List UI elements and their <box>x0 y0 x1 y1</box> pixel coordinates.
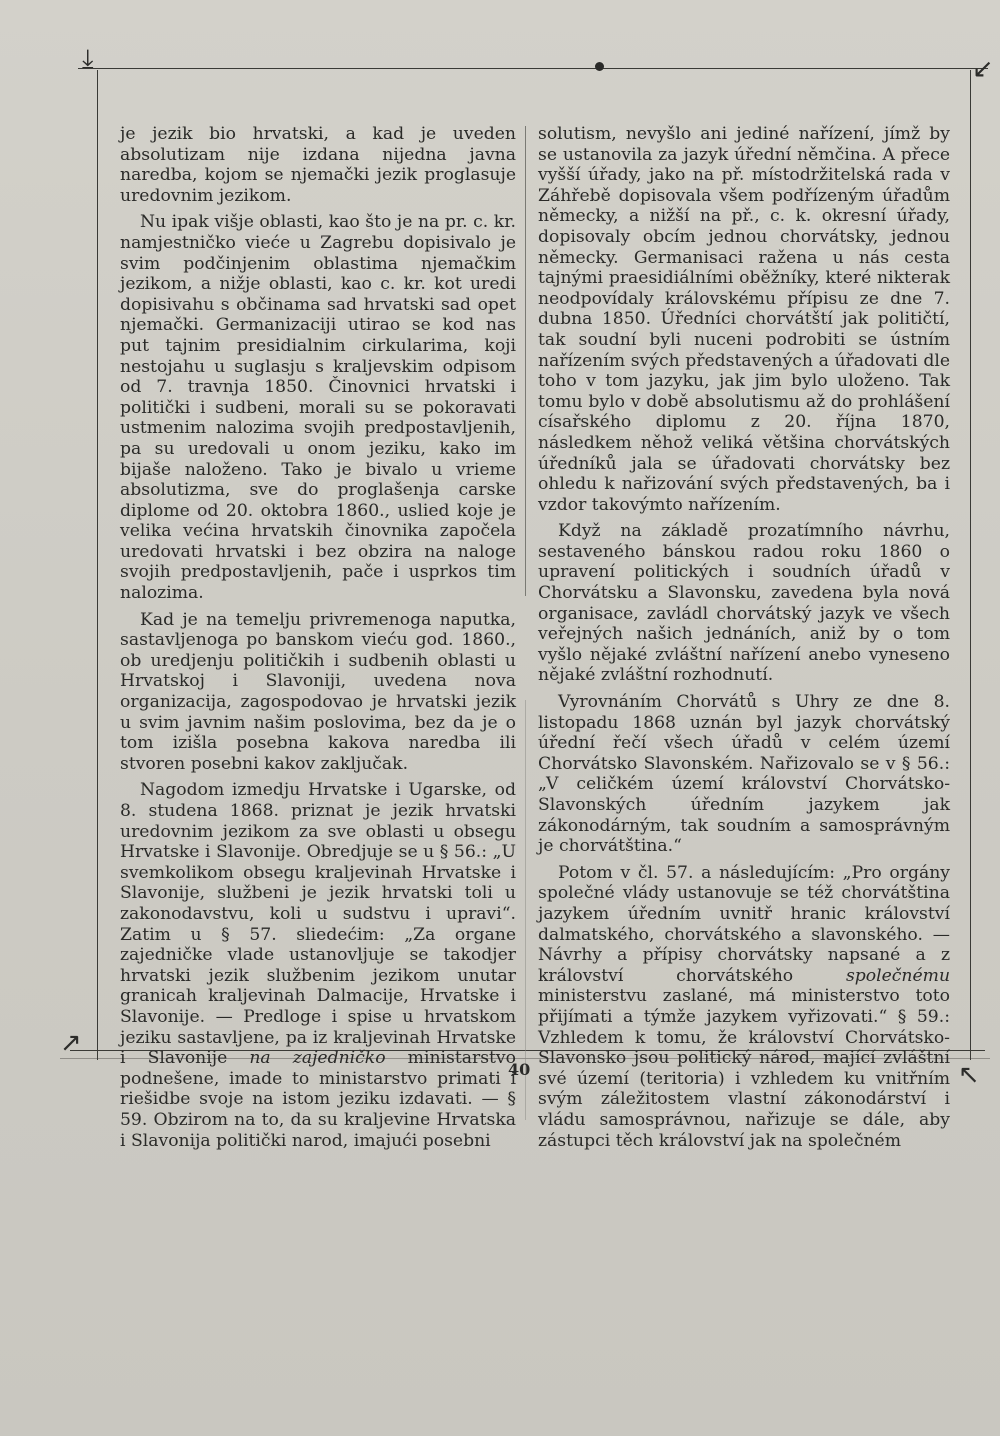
corner-mark-top-right: ↙ <box>972 54 994 84</box>
paragraph: Vyrovnáním Chorvátů s Uhry ze dne 8. listopadu 1868 uznán byl jazyk chorvátský úřední řečí všech úřadů v celém území Chorvátsko Slavonském. Nařizovalo se v § 56.: „V celičkém území království Chorvátsko-Slavonských úředním jazykem jak zákonodárným, tak soudním a samosprávným je chorvátština.“ <box>538 692 950 857</box>
corner-mark-bottom-right: ↖ <box>958 1060 980 1090</box>
paragraph: Nu ipak višje oblasti, kao što je na pr. c. kr. namjestničko vieće u Zagrebu dopisivalo je svim podčinjenim oblastima njemačkim jezikom, a nižje oblasti, kao c. kr. kot uredi dopisivahu s občinama sad hrvatski sad opet njemački. Germanizaciji utirao se kod nas put tajnim presidialnim cirkularima, koji nestojahu u suglasju s kraljevskim odpisom od 7. travnja 1850. Činovnici hrvatski i politički i sudbeni, morali su se pokoravati ustmenim nalozima svojih predpostavljenih, pa su uredovali u onom jeziku, kako im bijaše naloženo. Tako je bivalo u vrieme absolutizma, sve do proglašenja carske diplome od 20. oktobra 1860., uslied koje je velika većina hrvatskih činovnika započela uredovati hrvatski i bez obzira na naloge svojih predpostavljenih, pače i usprkos tim nalozima. <box>120 212 516 604</box>
paragraph: je jezik bio hrvatski, a kad je uveden absolutizam nije izdana nijedna javna naredba, kojom se njemački jezik proglasuje uredovnim jezikom. <box>120 124 516 206</box>
emphasis-text: společnému <box>845 965 951 986</box>
page-number: 40 <box>508 1060 531 1079</box>
paragraph <box>538 863 950 1151</box>
registration-dot <box>595 62 604 71</box>
text-span: ministerstvu zaslané, má ministerstvo toto přijímati a týmže jazykem vyřizovati.“ § 59.: Vzhledem k tomu, že království Chorvátsko-Slavonsko jsou politický národ, mající zvláštní své území (teritoria) i vzhledem ku vnitřním svým záležitostem vlastní zákonodárství i vládu samosprávnou, nařizuje se dále, aby zástupci těch království jak na společném <box>538 986 950 1151</box>
paragraph <box>120 780 516 1151</box>
corner-mark-bottom-left: ↗ <box>60 1028 82 1058</box>
column-divider-faint <box>525 700 526 1120</box>
paragraph: Kad je na temelju privremenoga naputka, sastavljenoga po banskom vieću god. 1860., ob uredjenju političkih i sudbenih oblasti u Hrvatskoj i Slavoniji, uvedena nova organizacija, zagospodovao je hrvatski jezik u svim javnim našim poslovima, bez da je o tom izišla posebna kakova naredba ili stvoren posebni kakov zaključak. <box>120 609 516 774</box>
text-column-right <box>538 124 950 1157</box>
text-span: ministarstvo podnešene, imade to ministarstvo primati i riešidbe svoje na istom jeziku izdavati. — § 59. Obzirom na to, da su kraljevine Hrvatska i Slavonija politički narod, imajući posebni <box>120 1048 516 1151</box>
emphasis-text: na zajedničko <box>249 1048 386 1069</box>
paragraph: solutism, nevyšlo ani jediné nařízení, jímž by se ustanovila za jazyk úřední němčina. A přece vyšší úřady, jako na př. místodržitelská rada v Záhřebě dopisovala všem podřízeným úřadům německy, a nižší na př., c. k. okresní úřady, dopisovaly obcím jednou chorvátsky, jednou německy. Germanisaci ražena u nás cesta tajnými praesidiálními oběžníky, které nikterak neodpovídaly královskému přípisu ze dne 7. dubna 1850. Úředníci chorvátští jak političtí, tak soudní byli nuceni podrobiti se ústním nařízením svých představených a úřadovati dle toho v tom jazyku, jak jim bylo uloženo. Tak tomu bylo v době absolutismu až do prohlášení císařského diplomu z 20. října 1870, následkem něhož veliká většina chorvátských úředníků jala se úřadovati chorvátsky bez ohledu k nařizování svých představených, ba i vzdor takovýmto nařízením. <box>538 124 950 515</box>
frame-left-line <box>97 70 98 1060</box>
column-divider <box>525 126 526 596</box>
frame-top-line <box>78 68 988 69</box>
text-span: Nagodom izmedju Hrvatske i Ugarske, od 8. studena 1868. priznat je jezik hrvatski uredovnim jezikom za sve oblasti u obsegu Hrvatske i Slavonije. Obredjuje se u § 56.: „U svemkolikom obsegu kraljevinah Hrvatske i Slavonije, službeni je jezik hrvatski toli u zakonodavstvu, koli u sudstvu i upravi“. Zatim u § 57. sliedećim: „Za organe zajedničke vlade ustanovljuje se takodjer hrvatski jezik službenim jezikom unutar granicah kraljevinah Dalmacije, Hrvatske i Slavonije. — Predloge i spise u hrvatskom jeziku sastavljene, pa iz kraljevinah Hrvatske i Slavonije <box>120 780 516 1069</box>
paragraph: Když na základě prozatímního návrhu, sestaveného bánskou radou roku 1860 o upravení politických i soudních úřadů v Chorvátsku a Slavonsku, zavedena byla nová organisace, zavládl chorvátský jazyk ve všech veřejných našich jednáních, aniž by o tom vyšlo nějaké zvláštní nařízení anebo vyneseno nějaké zvláštní rozhodnutí. <box>538 521 950 686</box>
text-column-left <box>120 124 516 1157</box>
frame-right-line <box>970 70 971 1060</box>
text-span: Potom v čl. 57. a následujícím: „Pro orgány společné vlády ustanovuje se též chorvátština jazykem úředním uvnitř hranic království dalmatského, chorvátského a slavonského. — Návrhy a přípisy chorvátsky napsané a z království chorvátského <box>538 862 950 986</box>
corner-mark-top-left: ⤓ <box>82 44 94 74</box>
